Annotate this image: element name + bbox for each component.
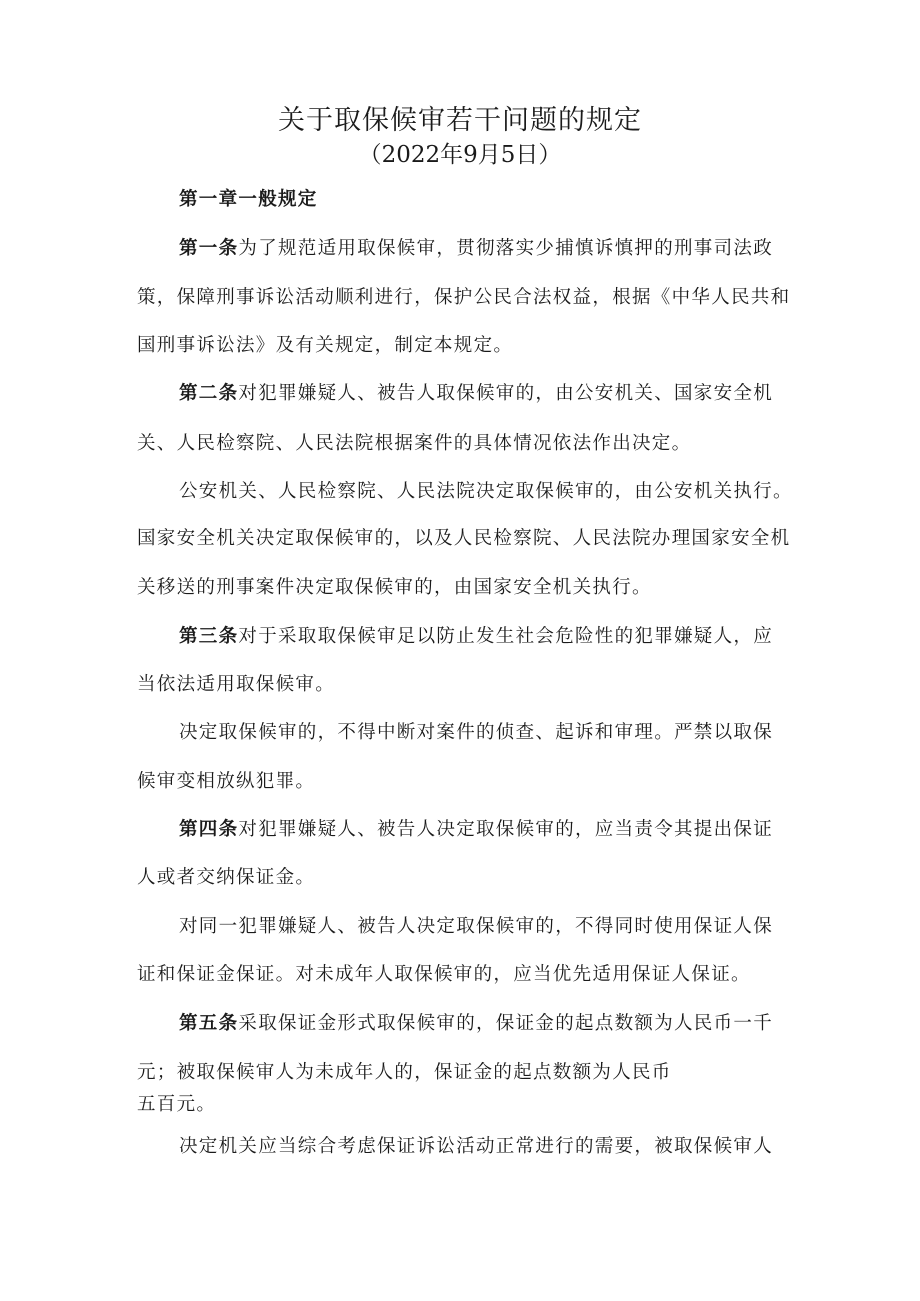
article-label: 第三条	[179, 626, 239, 647]
line-text: 公安机关、人民检察院、人民法院决定取保候审的，由公安机关执行。	[179, 481, 793, 502]
line-text: 对犯罪嫌疑人、被告人决定取保候审的，应当责令其提出保证	[238, 819, 774, 840]
document-date: （2022年9月5日）	[358, 142, 562, 168]
paragraph-line	[179, 624, 819, 650]
line-text: 采取保证金形式取保候审的，保证金的起点数额为人民币一千	[238, 1013, 774, 1034]
paragraph-line	[179, 914, 819, 940]
paragraph-line	[179, 817, 819, 843]
article-label: 第二条	[179, 383, 239, 404]
line-text: 国家安全机关决定取保候审的，以及人民检察院、人民法院办理国家安全机	[137, 528, 791, 549]
document-title: 关于取保候审若干问题的规定	[278, 105, 642, 136]
paragraph-line	[137, 1060, 797, 1086]
line-text: 决定机关应当综合考虑保证诉讼活动正常进行的需要，被取保候审人	[179, 1136, 774, 1157]
paragraph-line	[137, 1092, 797, 1118]
line-text: 当依法适用取保候审。	[137, 674, 336, 695]
line-text: 元；被取保候审人为未成年人的，保证金的起点数额为人民币	[137, 1062, 672, 1083]
line-text: 关、人民检察院、人民法院根据案件的具体情况依法作出决定。	[137, 433, 692, 454]
article-label: 第五条	[179, 1013, 239, 1034]
line-text: 五百元。	[137, 1094, 217, 1115]
line-text: 策，保障刑事诉讼活动顺利进行，保护公民合法权益，根据《中华人民共和	[137, 287, 791, 308]
line-text: 国刑事诉讼法》及有关规定，制定本规定。	[137, 335, 514, 356]
paragraph-line	[179, 720, 819, 746]
line-text: 关移送的刑事案件决定取保候审的，由国家安全机关执行。	[137, 577, 652, 598]
paragraph-line	[137, 865, 797, 891]
article-label: 第一条	[179, 238, 239, 259]
paragraph-line	[179, 381, 819, 407]
paragraph-line	[137, 285, 797, 311]
line-text: 证和保证金保证。对未成年人取保候审的，应当优先适用保证人保证。	[137, 964, 751, 985]
paragraph-line	[137, 672, 797, 698]
line-text: 候审变相放纵犯罪。	[137, 771, 316, 792]
line-text: 为了规范适用取保候审，贯彻落实少捕慎诉慎押的刑事司法政	[238, 238, 774, 259]
line-text: 人或者交纳保证金。	[137, 867, 316, 888]
paragraph-line	[137, 769, 797, 795]
line-text: 决定取保候审的，不得中断对案件的侦查、起诉和审理。严禁以取保	[179, 722, 774, 743]
line-text: 对于采取取保候审足以防止发生社会危险性的犯罪嫌疑人，应	[238, 626, 774, 647]
line-text: 对同一犯罪嫌疑人、被告人决定取保候审的，不得同时使用保证人保	[179, 916, 774, 937]
paragraph-line	[179, 1011, 819, 1037]
paragraph-line	[179, 1134, 819, 1160]
paragraph-line	[137, 431, 797, 457]
paragraph-line	[137, 962, 797, 988]
line-text: 对犯罪嫌疑人、被告人取保候审的，由公安机关、国家安全机	[238, 383, 774, 404]
paragraph-line	[137, 575, 797, 601]
article-label: 第四条	[179, 819, 239, 840]
paragraph-line	[179, 236, 819, 262]
paragraph-line	[179, 479, 819, 505]
chapter-heading: 第一章一般规定	[179, 189, 318, 210]
paragraph-line	[137, 526, 797, 552]
paragraph-line	[137, 333, 797, 359]
